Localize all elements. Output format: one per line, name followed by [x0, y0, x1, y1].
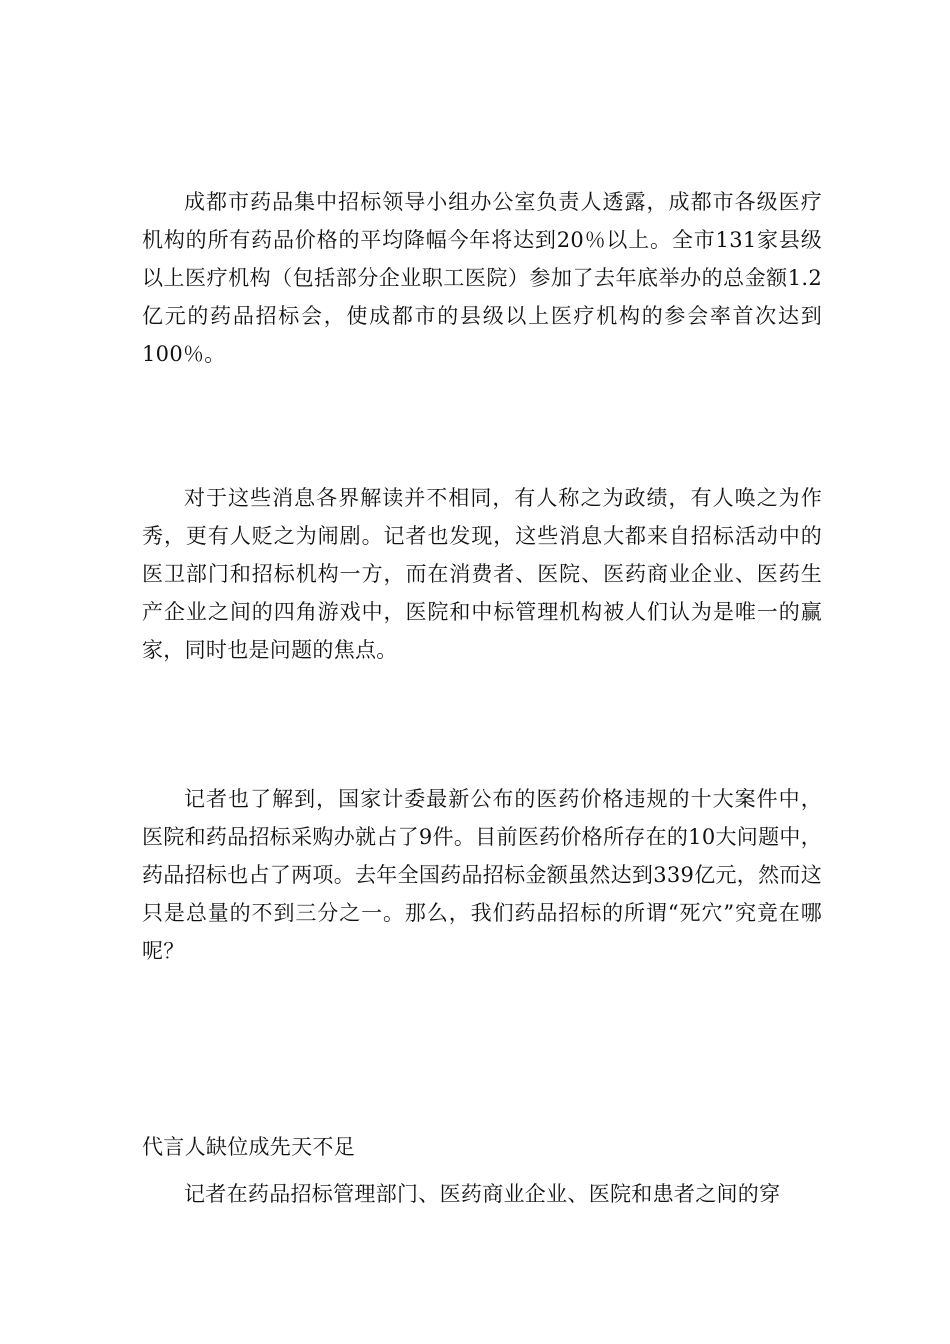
- section-heading: 代言人缺位成先天不足: [142, 1135, 355, 1159]
- paragraph-public-interpretation: 对于这些消息各界解读并不相同，有人称之为政绩，有人唤之为作秀，更有人贬之为闹剧。记者也发现，这些消息大都来自招标活动中的医卫部门和招标机构一方，而在消费者、医院、医药商业企业、医药生产企业之间的四角游戏中，医院和中标管理机构被人们认为是唯一的赢家，同时也是问题的焦点。: [142, 486, 822, 662]
- paragraph-price-violations: 记者也了解到，国家计委最新公布的医药价格违规的十大案件中，医院和药品招标采购办就占了9件。目前医药价格所存在的10大问题中，药品招标也占了两项。去年全国药品招标金额虽然达到339亿元，然而这只是总量的不到三分之一。那么，我们药品招标的所谓“死穴”究竟在哪呢？: [142, 787, 822, 963]
- paragraph-chengdu-drug-tender: 成都市药品集中招标领导小组办公室负责人透露，成都市各级医疗机构的所有药品价格的平均降幅今年将达到20％以上。全市131家县级以上医疗机构（包括部分企业职工医院）参加了去年底举办的总金额1.2亿元的药品招标会，使成都市的县级以上医疗机构的参会率首次达到100％。: [142, 190, 822, 366]
- paragraph-reporter-investigation: 记者在药品招标管理部门、医药商业企业、医院和患者之间的穿: [184, 1182, 781, 1206]
